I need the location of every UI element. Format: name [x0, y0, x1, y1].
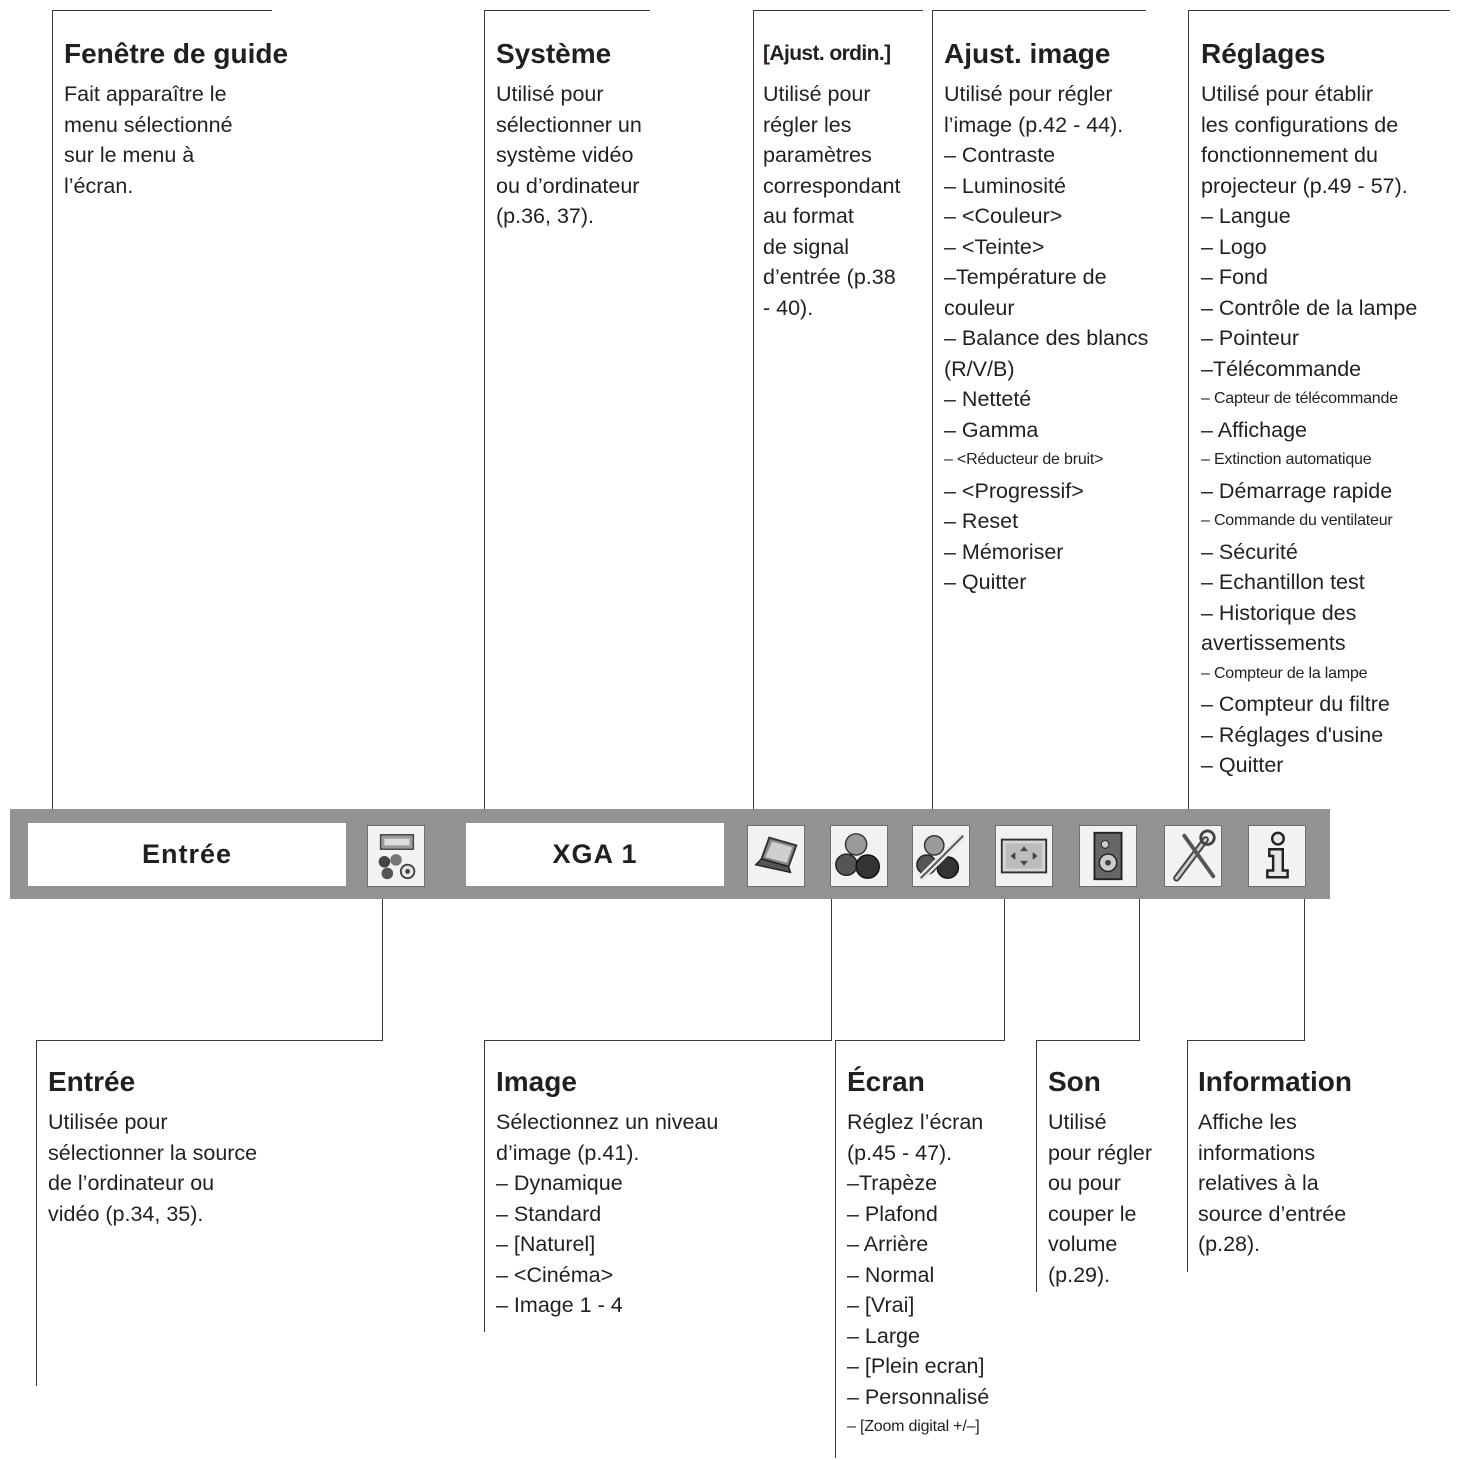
- leader-line-information: [1304, 898, 1305, 1041]
- list-item: – Personnalisé: [847, 1384, 990, 1409]
- leader-line-information: [1187, 1040, 1305, 1041]
- list-item: – Démarrage rapide: [1201, 478, 1393, 503]
- leader-line-entree: [36, 1040, 383, 1041]
- list-item: – Dynamique: [496, 1171, 623, 1195]
- leader-line-entree: [382, 898, 383, 1041]
- leader-line-information: [1187, 1040, 1188, 1272]
- leader-line-son: [1139, 898, 1140, 1041]
- list-item: – Contraste: [944, 143, 1056, 167]
- list-item: –Télécommande: [1201, 356, 1362, 381]
- block-description: Affiche les informations relatives à la source d’entrée (p.28).: [1198, 1110, 1347, 1256]
- block-description: Utilisé pour régler l’image (p.42 - 44).: [944, 82, 1124, 137]
- pc-adjust-icon[interactable]: [747, 825, 805, 887]
- option-list: [944, 140, 1184, 598]
- block-fenetre-de-guide: [64, 38, 314, 201]
- block-title: Écran: [847, 1066, 925, 1097]
- list-item: – Historique des avertissements: [1201, 600, 1357, 655]
- block-reglages: [1201, 38, 1463, 781]
- list-item: – [Zoom digital +/–]: [847, 1418, 980, 1435]
- image-select-icon[interactable]: [830, 825, 888, 887]
- block-title: Information: [1198, 1066, 1352, 1097]
- leader-line-ecran: [835, 1040, 1005, 1041]
- list-item: – Extinction automatique: [1201, 451, 1372, 468]
- block-description: Sélectionnez un niveau d’image (p.41).: [496, 1110, 719, 1165]
- block-information: [1198, 1066, 1428, 1260]
- block-title: Son: [1048, 1066, 1101, 1097]
- list-item: – Capteur de télécommande: [1201, 390, 1398, 407]
- list-item: – Plafond: [847, 1201, 938, 1226]
- option-list: [496, 1168, 766, 1321]
- leader-line-guide: [52, 10, 272, 11]
- leader-line-image: [831, 898, 832, 1041]
- leader-line-ecran: [1004, 898, 1005, 1041]
- list-item: – Normal: [847, 1262, 935, 1287]
- input-icon[interactable]: [367, 825, 425, 887]
- leader-line-systeme: [484, 10, 485, 822]
- list-item: – Réglages d'usine: [1201, 722, 1384, 747]
- information-icon[interactable]: [1248, 825, 1306, 887]
- block-title: Ajust. image: [944, 38, 1111, 69]
- leader-line-entree: [36, 1040, 37, 1386]
- leader-line-image: [484, 1040, 485, 1332]
- list-item: – Quitter: [1201, 753, 1284, 777]
- list-item: –Trapèze: [847, 1171, 938, 1195]
- setting-icon[interactable]: [1164, 825, 1222, 887]
- block-title: Réglages: [1201, 38, 1326, 69]
- leader-line-reglages: [1188, 10, 1189, 822]
- list-item: – <Cinéma>: [496, 1262, 614, 1287]
- list-item: – Gamma: [944, 417, 1039, 442]
- block-description: Utilisée pour sélectionner la source de l’ordinateur ou vidéo (p.34, 35).: [48, 1110, 258, 1226]
- leader-line-son: [1036, 1040, 1140, 1041]
- leader-line-ajust-image: [932, 10, 933, 822]
- block-ajust-ordin: [763, 38, 928, 323]
- list-item: – Luminosité: [944, 173, 1066, 198]
- leader-line-systeme: [484, 10, 650, 11]
- block-description: Utilisé pour sélectionner un système vidéo ou d’ordinateur (p.36, 37).: [496, 82, 642, 228]
- list-item: – Standard: [496, 1201, 602, 1226]
- input-source-label: Entrée: [141, 839, 233, 869]
- block-title: Entrée: [48, 1066, 136, 1097]
- system-label: XGA 1: [552, 839, 638, 869]
- leader-line-image: [484, 1040, 832, 1041]
- block-description: Utilisé pour établir les configurations de fonctionnement du projecteur (p.49 - 57).: [1201, 82, 1408, 198]
- list-item: – [Plein ecran]: [847, 1354, 985, 1378]
- list-item: – Compteur de la lampe: [1201, 664, 1368, 682]
- list-item: – Fond: [1201, 265, 1268, 289]
- leader-line-reglages: [1188, 10, 1450, 11]
- image-adjust-icon[interactable]: [912, 825, 970, 887]
- list-item: – Balance des blancs (R/V/B): [944, 326, 1149, 381]
- list-item: – Large: [847, 1323, 920, 1348]
- block-title: Fenêtre de guide: [64, 38, 289, 69]
- list-item: – Image 1 - 4: [496, 1293, 623, 1317]
- list-item: – Affichage: [1201, 417, 1307, 442]
- list-item: –Température de couleur: [944, 265, 1107, 320]
- list-item: – Netteté: [944, 387, 1032, 411]
- block-ajust-image: [944, 38, 1184, 598]
- list-item: – Pointeur: [1201, 326, 1300, 350]
- block-systeme: [496, 38, 716, 232]
- list-item: – Arrière: [847, 1232, 929, 1256]
- screen-icon[interactable]: [995, 825, 1053, 887]
- block-description: Fait apparaître le menu sélectionné sur le menu à l’écran.: [64, 82, 233, 198]
- list-item: – Contrôle de la lampe: [1201, 295, 1418, 320]
- list-item: – Reset: [944, 509, 1019, 533]
- list-item: – Mémoriser: [944, 539, 1064, 564]
- list-item: – Echantillon test: [1201, 570, 1365, 594]
- list-item: – Compteur du filtre: [1201, 692, 1390, 716]
- block-title: Système: [496, 38, 612, 69]
- list-item: – Sécurité: [1201, 539, 1298, 564]
- list-item: – <Couleur>: [944, 204, 1063, 228]
- block-entree: [48, 1066, 308, 1229]
- list-item: – <Réducteur de bruit>: [944, 451, 1104, 468]
- block-title: [Ajust. ordin.]: [763, 42, 891, 65]
- menu-bar: [10, 809, 1330, 899]
- leader-line-ajust-ordin: [753, 10, 923, 11]
- list-item: – <Progressif>: [944, 478, 1084, 503]
- block-son: [1048, 1066, 1178, 1290]
- leader-line-guide: [52, 10, 53, 822]
- list-item: – [Vrai]: [847, 1293, 915, 1317]
- option-list: [1201, 201, 1463, 781]
- list-item: – Commande du ventilateur: [1201, 512, 1393, 529]
- block-ecran: [847, 1066, 1032, 1443]
- leader-line-ajust-image: [932, 10, 1146, 11]
- block-image: [496, 1066, 766, 1321]
- list-item: – [Naturel]: [496, 1232, 596, 1256]
- block-title: Image: [496, 1066, 577, 1097]
- block-description: Réglez l’écran (p.45 - 47).: [847, 1110, 984, 1165]
- list-item: – Langue: [1201, 204, 1291, 228]
- block-description: Utilisé pour régler les paramètres correspondant au format de signal d’entrée (p.38 - 40).: [763, 82, 901, 320]
- leader-line-ecran: [835, 1040, 836, 1458]
- system-box[interactable]: [466, 823, 724, 886]
- sound-icon[interactable]: [1079, 825, 1137, 887]
- list-item: – <Teinte>: [944, 234, 1045, 259]
- list-item: – Quitter: [944, 570, 1027, 594]
- leader-line-ajust-ordin: [753, 10, 754, 822]
- input-source-box[interactable]: [28, 823, 346, 886]
- list-item: – Logo: [1201, 234, 1267, 259]
- leader-line-son: [1036, 1040, 1037, 1292]
- block-description: Utilisé pour régler ou pour couper le volume (p.29).: [1048, 1110, 1152, 1287]
- option-list: [847, 1168, 1032, 1443]
